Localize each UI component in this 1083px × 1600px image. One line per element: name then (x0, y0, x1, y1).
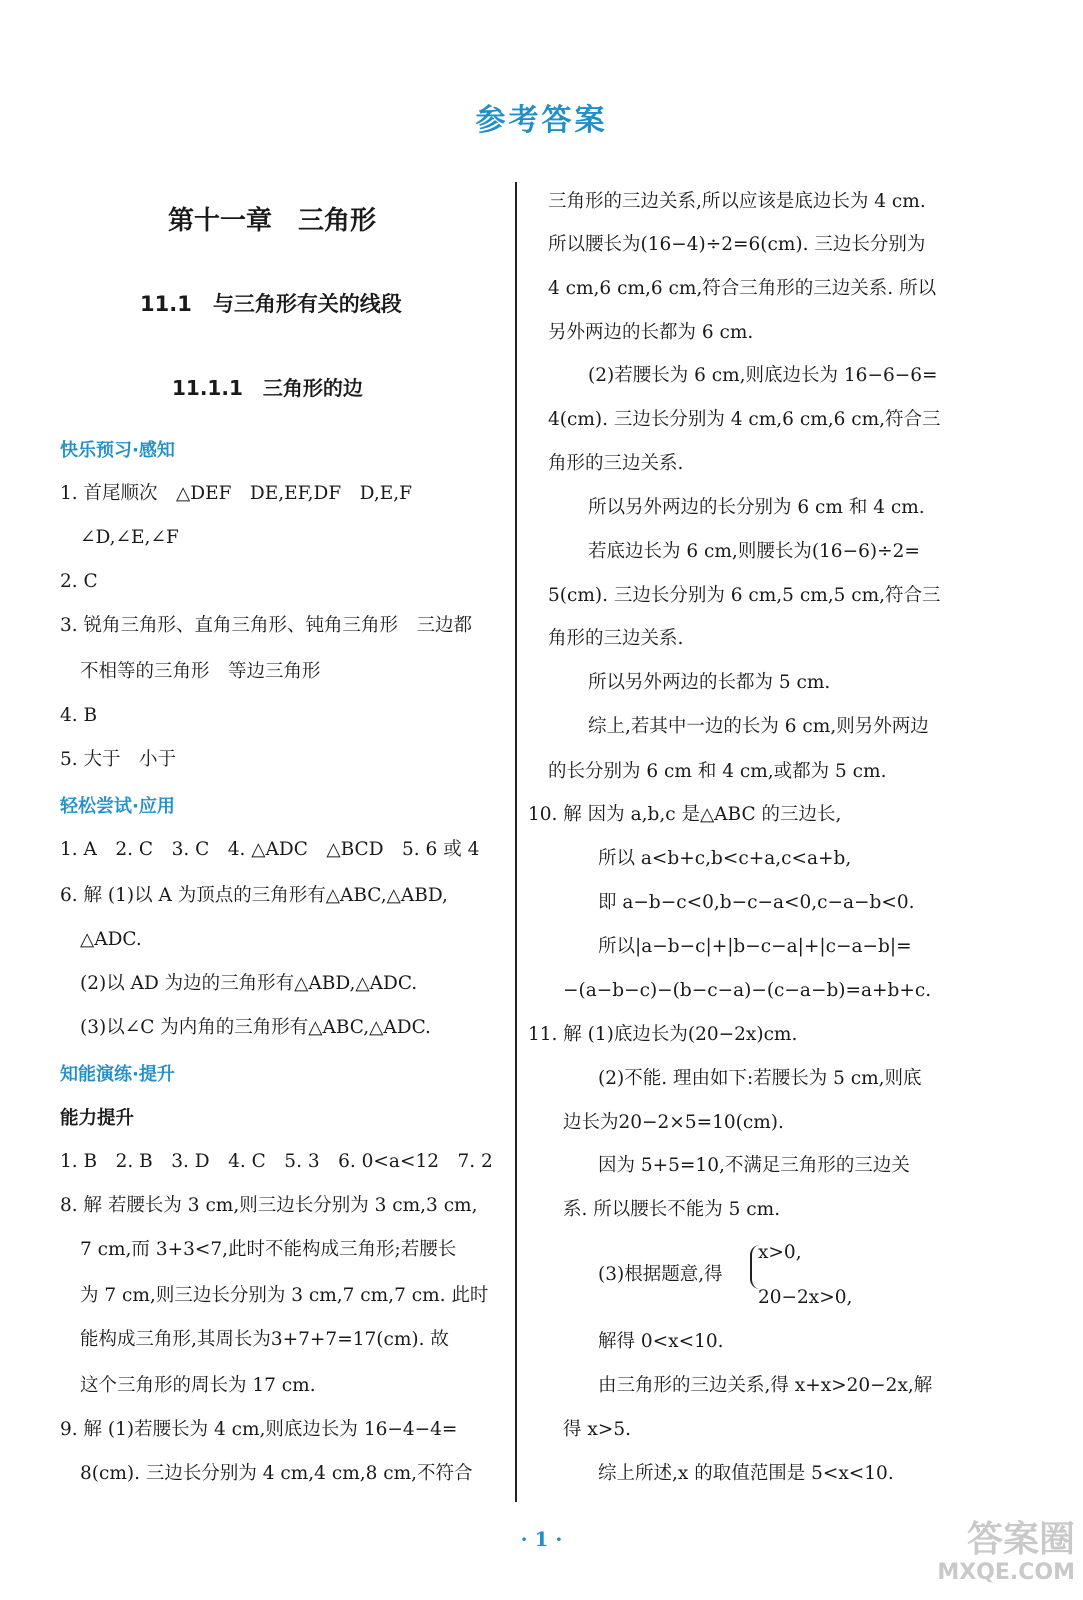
answer-line: (3)以∠C 为内角的三角形有△ABC,△ADC. (80, 1017, 431, 1038)
watermark-line1: 答案圈 (966, 1519, 1075, 1560)
answer-line: 4. B (60, 705, 98, 726)
watermark-logo (915, 1520, 1075, 1592)
answer-line: 5(cm). 三边长分别为 6 cm,5 cm,5 cm,符合三 (548, 585, 941, 606)
system-line: 20−2x>0, (758, 1287, 853, 1308)
column-divider (515, 182, 517, 1502)
answer-line: 2. C (60, 571, 98, 592)
answer-line: ∠D,∠E,∠F (80, 527, 179, 548)
answer-line: 得 x>5. (563, 1419, 631, 1440)
answer-line: 所以另外两边的长都为 5 cm. (588, 672, 831, 693)
page-title: 参考答案 (475, 103, 608, 138)
chapter-title: 第十一章 三角形 (168, 206, 377, 236)
answer-line: 边长为20−2×5=10(cm). (563, 1112, 784, 1133)
answer-line: △ADC. (80, 929, 142, 950)
system-label: (3)根据题意,得 (598, 1264, 723, 1285)
answer-line: 系. 所以腰长不能为 5 cm. (563, 1199, 781, 1220)
answer-line: −(a−b−c)−(b−c−a)−(c−a−b)=a+b+c. (563, 980, 932, 1001)
section-heading: 知能演练·提升 (60, 1064, 175, 1085)
answer-line: (2)不能. 理由如下:若腰长为 5 cm,则底 (598, 1068, 922, 1089)
answer-line: 1. A 2. C 3. C 4. △ADC △BCD 5. 6 或 4 (60, 839, 480, 860)
answer-line: 由三角形的三边关系,得 x+x>20−2x,解 (598, 1375, 933, 1396)
answer-line: 7 cm,而 3+3<7,此时不能构成三角形;若腰长 (80, 1239, 457, 1260)
answer-line: 不相等的三角形 等边三角形 (80, 661, 321, 682)
answer-line: 11. 解 (1)底边长为(20−2x)cm. (528, 1024, 798, 1045)
answer-line: 能力提升 (60, 1108, 135, 1129)
answer-line: 因为 5+5=10,不满足三角形的三边关 (598, 1155, 910, 1176)
answer-line: 6. 解 (1)以 A 为顶点的三角形有△ABC,△ABD, (60, 885, 448, 906)
answer-line: 的长分别为 6 cm 和 4 cm,或都为 5 cm. (548, 761, 887, 782)
answer-line: 即 a−b−c<0,b−c−a<0,c−a−b<0. (598, 892, 915, 913)
answer-line: 1. B 2. B 3. D 4. C 5. 3 6. 0<a<12 7. 2 (60, 1151, 493, 1172)
watermark-line2: MXQE.COM (937, 1560, 1075, 1585)
answer-line: 角形的三边关系. (548, 628, 684, 649)
answer-line: 综上,若其中一边的长为 6 cm,则另外两边 (588, 716, 929, 737)
answer-line: 9. 解 (1)若腰长为 4 cm,则底边长为 16−4−4= (60, 1419, 458, 1440)
section-heading: 轻松尝试·应用 (60, 796, 175, 817)
answer-line: 1. 首尾顺次 △DEF DE,EF,DF D,E,F (60, 483, 412, 504)
page-number: · 1 · (520, 1527, 563, 1551)
answer-line: 10. 解 因为 a,b,c 是△ABC 的三边长, (528, 804, 842, 825)
answer-line: 所以腰长为(16−4)÷2=6(cm). 三边长分别为 (548, 234, 926, 255)
answer-line: 4 cm,6 cm,6 cm,符合三角形的三边关系. 所以 (548, 278, 937, 299)
answer-line: 4(cm). 三边长分别为 4 cm,6 cm,6 cm,符合三 (548, 409, 941, 430)
answer-line: 角形的三边关系. (548, 453, 684, 474)
answer-line: (2)以 AD 为边的三角形有△ABD,△ADC. (80, 973, 418, 994)
answer-line: 5. 大于 小于 (60, 749, 177, 770)
answer-line: 3. 锐角三角形、直角三角形、钝角三角形 三边都 (60, 615, 473, 636)
answer-line: 综上所述,x 的取值范围是 5<x<10. (598, 1463, 894, 1484)
answer-line: 另外两边的长都为 6 cm. (548, 322, 754, 343)
answer-line: 8. 解 若腰长为 3 cm,则三边长分别为 3 cm,3 cm, (60, 1195, 478, 1216)
subsection-title: 11.1.1 三角形的边 (172, 376, 363, 400)
section-heading: 快乐预习·感知 (60, 440, 175, 461)
answer-line: 8(cm). 三边长分别为 4 cm,4 cm,8 cm,不符合 (80, 1463, 473, 1484)
answer-line: 所以 a<b+c,b<c+a,c<a+b, (598, 848, 852, 869)
answer-line: 这个三角形的周长为 17 cm. (80, 1375, 316, 1396)
answer-line: (2)若腰长为 6 cm,则底边长为 16−6−6= (588, 365, 938, 386)
answer-line: 所以另外两边的长分别为 6 cm 和 4 cm. (588, 497, 925, 518)
system-line: x>0, (758, 1242, 802, 1263)
answer-line: 三角形的三边关系,所以应该是底边长为 4 cm. (548, 191, 926, 212)
answer-line: 能构成三角形,其周长为3+7+7=17(cm). 故 (80, 1329, 449, 1350)
answer-line: 解得 0<x<10. (598, 1331, 724, 1352)
answer-line: 若底边长为 6 cm,则腰长为(16−6)÷2= (588, 541, 920, 562)
answer-line: 为 7 cm,则三边长分别为 3 cm,7 cm,7 cm. 此时 (80, 1285, 489, 1306)
answer-line: 所以|a−b−c|+|b−c−a|+|c−a−b|= (598, 936, 912, 957)
section-title: 11.1 与三角形有关的线段 (140, 292, 402, 316)
